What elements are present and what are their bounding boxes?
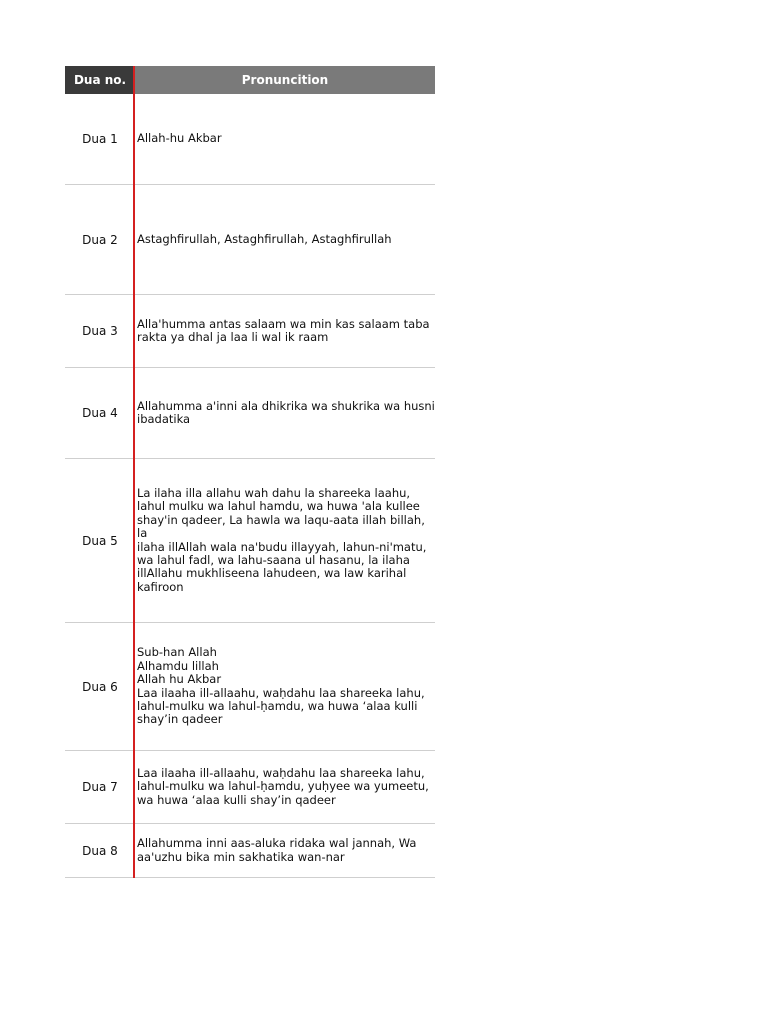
dua-number: Dua 5 <box>82 533 118 548</box>
dua-number: Dua 6 <box>82 679 118 694</box>
dua-pronunciation: Allahumma a'inni ala dhikrika wa shukrika wa husni ibadatika <box>137 398 435 426</box>
header-pronunciation: Pronuncition <box>135 66 435 94</box>
table-row <box>65 623 435 751</box>
dua-table <box>65 66 435 878</box>
dua-number: Dua 7 <box>82 780 118 794</box>
dua-number: Dua 2 <box>82 232 118 247</box>
dua-pronunciation: Astaghfirullah, Astaghfirullah, Astaghfirullah <box>137 231 392 246</box>
dua-pronunciation: La ilaha illa allahu wah dahu la shareeka laahu, lahul mulku wa lahul hamdu, wa huwa 'ala kullee shay'in qadeer, La hawla wa laqu-aata illah billah, la ilaha illAllah wala na'budu illayyah, lahun-ni'matu, wa lahul fadl, wa lahu-saana ul hasanu, la ilaha illAllahu mukhliseena lahudeen, wa law karihal kafiroon <box>137 485 427 594</box>
table-row <box>65 751 435 824</box>
dua-number: Dua 1 <box>82 132 118 146</box>
dua-number: Dua 3 <box>82 324 118 338</box>
dua-pronunciation: Laa ilaaha ill-allaahu, waḥdahu laa shareeka lahu, lahul-mulku wa lahul-ḥamdu, yuḥyee wa yumeetu, wa huwa ‘alaa kulli shay’in qadeer <box>137 765 429 807</box>
column-divider-line <box>133 66 135 878</box>
table-row <box>65 459 435 623</box>
dua-number: Dua 8 <box>82 843 118 858</box>
table-row <box>65 185 435 295</box>
header-dua-no: Dua no. <box>65 66 135 94</box>
table-row <box>65 94 435 185</box>
dua-pronunciation: Alla'humma antas salaam wa min kas salaam taba rakta ya dhal ja laa li wal ik raam <box>137 316 430 344</box>
dua-number: Dua 4 <box>82 406 118 420</box>
table-row <box>65 368 435 459</box>
dua-pronunciation: Allah-hu Akbar <box>137 131 222 146</box>
table-header <box>65 66 435 94</box>
dua-pronunciation: Allahumma inni aas-aluka ridaka wal jannah, Wa aa'uzhu bika min sakhatika wan-nar <box>137 836 417 864</box>
table-row <box>65 824 435 878</box>
table-row <box>65 295 435 368</box>
dua-pronunciation: Sub-han Allah Alhamdu lillah Allah hu Akbar Laa ilaaha ill-allaahu, waḥdahu laa shareeka lahu, lahul-mulku wa lahul-ḥamdu, wa huwa ‘alaa kulli shay’in qadeer <box>137 645 425 727</box>
